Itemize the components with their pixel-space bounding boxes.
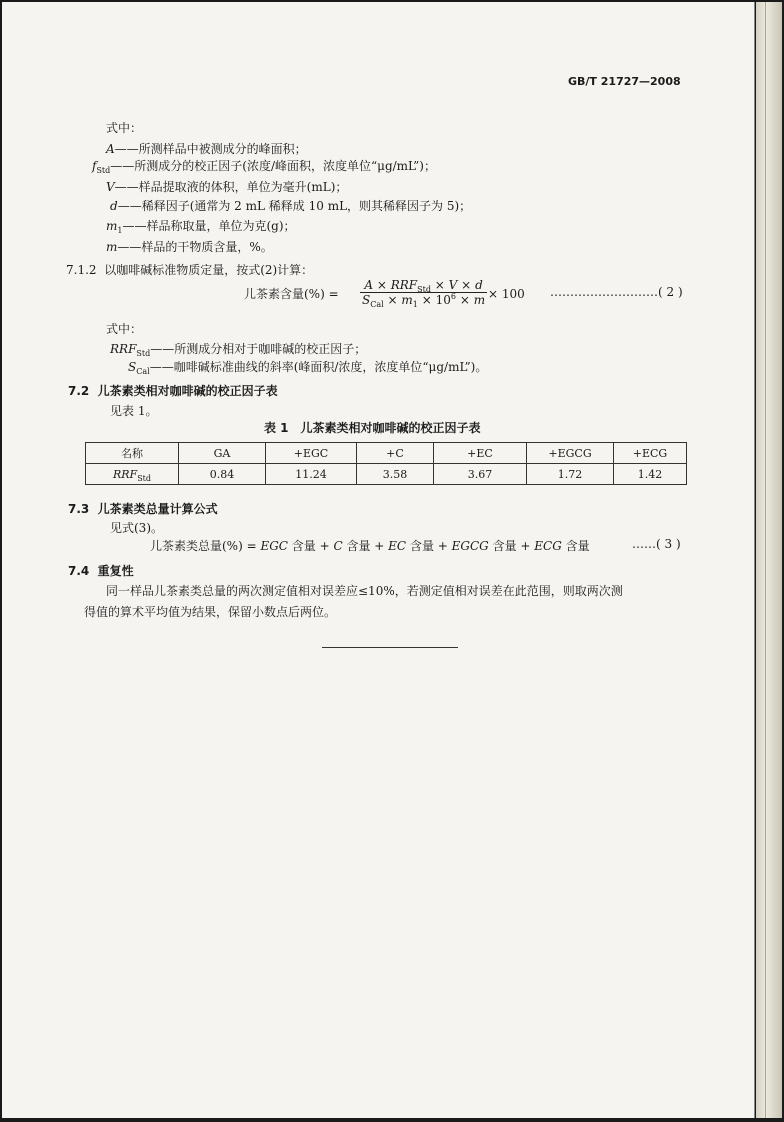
section-7-4-line2: 得值的算术平均值为结果，保留小数点后两位。 — [84, 605, 337, 619]
end-rule — [322, 647, 458, 648]
where-item-m: m——样品的干物质含量，%。 — [106, 240, 273, 254]
section-7-4-line1: 同一样品儿茶素类总量的两次测定值相对误差应≤10%，若测定值相对误差在此范围，则取两次测 — [106, 584, 623, 598]
eq2-number: ………………………( 2 ) — [550, 285, 683, 299]
section-7-2-body: 见表 1。 — [110, 404, 158, 418]
where-item-V: V——样品提取液的体积，单位为毫升(mL)； — [106, 180, 348, 194]
eq2-lhs: 儿茶素含量(%) = — [244, 287, 339, 301]
table-cell: 0.84 — [179, 464, 266, 485]
where2-item-rrf: $RRF_{Std}——$所测成分相对于咖啡碱的校正因子； — [110, 342, 367, 358]
table-header-row — [86, 443, 687, 464]
eq3-number: ……( 3 ) — [632, 537, 681, 551]
where-item-m1: $m_1——$样品称取量，单位为克(g)； — [106, 219, 296, 235]
eq2-numerator: $A \times RRF_{Std} \times V \times d$ — [364, 278, 483, 294]
correction-factor-table — [85, 442, 687, 485]
section-7-1-2: 7.1.2 以咖啡碱标准物质定量，按式(2)计算： — [66, 263, 314, 277]
where2-intro: 式中： — [106, 322, 143, 336]
where-item-A: A——所测样品中被测成分的峰面积； — [106, 142, 307, 156]
eq2-denominator: $S_{Cal} \times m_1 \times 10^6 \times m$ — [362, 292, 486, 309]
adjacent-page-edge — [756, 2, 782, 1118]
eq2-fraction — [360, 278, 487, 307]
table-header-cell: +EGCG — [527, 443, 614, 464]
where2-item-scal: $S_{Cal}——$咖啡碱标准曲线的斜率(峰面积/浓度，浓度单位“μg/mL”)。 — [128, 360, 488, 376]
table-cell: 3.58 — [357, 464, 434, 485]
table-cell: 1.42 — [614, 464, 687, 485]
where-intro: 式中： — [106, 121, 143, 135]
where-item-fstd: $f_{Std}——$所测成分的校正因子(浓度/峰面积，浓度单位“μg/mL”)； — [92, 159, 436, 175]
document-page — [2, 2, 755, 1118]
table-caption: 表 1 儿茶素类相对咖啡碱的校正因子表 — [264, 421, 481, 435]
table-header-cell: +C — [357, 443, 434, 464]
table-row — [86, 464, 687, 485]
eq3: 儿茶素类总量(%) = EGC 含量 + C 含量 + EC 含量 + EGCG 含量 + ECG 含量 — [150, 539, 590, 553]
table-header-cell: +EC — [434, 443, 527, 464]
table-row-label: $RRF_{Std}$ — [86, 464, 179, 485]
standard-code: GB/T 21727—2008 — [568, 75, 681, 88]
table-cell: 3.67 — [434, 464, 527, 485]
table-header-cell: +ECG — [614, 443, 687, 464]
section-7-3-heading: 7.3 儿茶素类总量计算公式 — [68, 502, 218, 516]
table-header-cell: +EGC — [266, 443, 357, 464]
section-7-4-heading: 7.4 重复性 — [68, 564, 134, 578]
table-header-cell: 名称 — [86, 443, 179, 464]
section-7-2-heading: 7.2 儿茶素类相对咖啡碱的校正因子表 — [68, 384, 278, 398]
where-item-d: d——稀释因子(通常为 2 mL 稀释成 10 mL，则其稀释因子为 5)； — [110, 199, 472, 213]
table-header-cell: GA — [179, 443, 266, 464]
eq2-times-100: × 100 — [488, 287, 525, 301]
section-7-3-body: 见式(3)。 — [110, 521, 163, 535]
table-cell: 1.72 — [527, 464, 614, 485]
table-cell: 11.24 — [266, 464, 357, 485]
